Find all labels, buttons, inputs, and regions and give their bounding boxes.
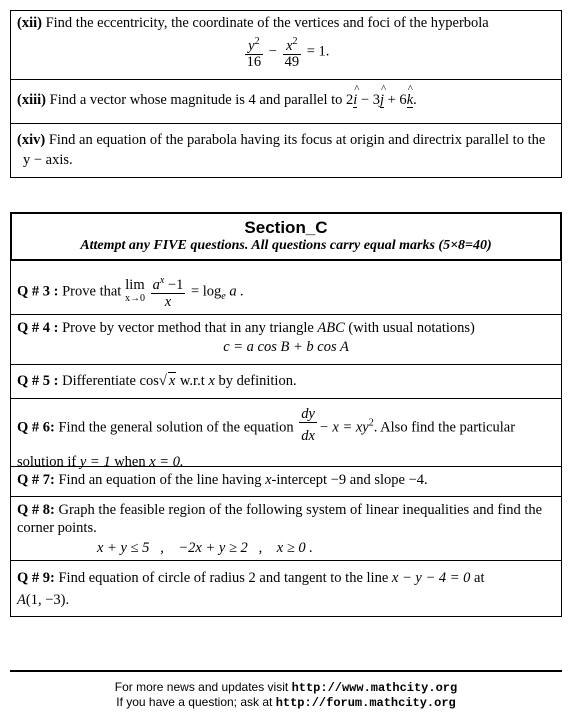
frac-base: a xyxy=(152,276,160,293)
question-text: Find equation of circle of radius 2 and tangent to the line xyxy=(58,570,389,586)
footer-divider xyxy=(10,670,562,672)
slope-value: −4. xyxy=(408,472,428,488)
section-c-header xyxy=(10,212,562,261)
inequalities: x + y ≤ 5 , −2x + y ≥ 2 , x ≥ 0 . xyxy=(97,540,313,556)
unit-k: ^ k xyxy=(407,92,413,109)
question-3 xyxy=(10,261,562,315)
question-number: Q # 5 : xyxy=(17,373,59,389)
question-tail: by definition. xyxy=(218,373,297,389)
unit-j: ^ j xyxy=(380,92,384,109)
equation-mid: − x = xy xyxy=(318,419,369,436)
frac-den: x xyxy=(164,293,172,310)
point-coords: (1, −3). xyxy=(25,592,70,608)
radicand: x xyxy=(168,373,176,389)
question-8 xyxy=(10,497,562,561)
question-text: Prove that xyxy=(62,283,122,300)
inequality-1: x + y ≤ 5 xyxy=(97,540,150,556)
question-number: (xiii) xyxy=(17,92,46,108)
variable-x: x xyxy=(208,373,215,389)
dy: dy xyxy=(301,406,315,422)
footer-link-main[interactable]: http://www.mathcity.org xyxy=(291,681,458,695)
question-7 xyxy=(10,467,562,497)
question-text: Graph the feasible region of the following system of linear inequalities and find the corner points. xyxy=(17,502,543,536)
footer-line2-text: If you have a question; ask at xyxy=(116,695,273,709)
question-text: Find an equation of the line having xyxy=(58,472,262,488)
question-number: Q # 6: xyxy=(17,419,55,436)
question-number: (xiv) xyxy=(17,132,46,148)
eq-rhs: = 1. xyxy=(306,43,330,60)
question-text: Differentiate cos xyxy=(62,373,159,389)
question-tail: (with usual notations) xyxy=(348,320,475,336)
hyperbola-equation: $\frac{y^2}{16}$ − $\frac{x^2}{49}$ = 1. xyxy=(246,36,330,70)
question-9 xyxy=(10,561,562,617)
frac-exp: x xyxy=(159,275,165,286)
eq-den1: 16 xyxy=(246,53,262,70)
vector-coef-i: 2 xyxy=(346,92,354,108)
question-5 xyxy=(10,365,562,399)
question-tail: . Also find the particular xyxy=(373,419,516,436)
rhs-tail: a . xyxy=(229,283,244,300)
vector-coef-j: − 3 xyxy=(357,92,380,108)
footer-line1-text: For more news and updates visit xyxy=(114,680,289,694)
question-number: Q # 8: xyxy=(17,502,55,518)
section-b-questions xyxy=(10,10,562,178)
question-tail: y − axis. xyxy=(23,152,73,168)
question-text: Find the general solution of the equation xyxy=(58,419,294,436)
question-4 xyxy=(10,315,562,365)
question-number: Q # 9: xyxy=(17,570,55,586)
question-number: Q # 4 : xyxy=(17,320,59,336)
question-xii xyxy=(10,10,562,80)
question-text: Find a vector whose magnitude is 4 and parallel to xyxy=(49,92,343,108)
limit xyxy=(124,276,145,305)
inequality-2: −2x + y ≥ 2 xyxy=(178,540,248,556)
intercept-value: −9 xyxy=(330,472,347,488)
triangle-abc: ABC xyxy=(317,320,345,336)
eq-num2: x xyxy=(286,37,293,54)
section-c xyxy=(10,212,562,617)
eq-num1: y xyxy=(248,37,255,54)
tangent-line-eq: x − y − 4 = 0 xyxy=(391,570,471,586)
intercept-label: -intercept xyxy=(271,472,328,488)
wrt-label: w.r.t xyxy=(179,373,205,389)
condition-y: y = 1 xyxy=(79,454,111,470)
question-text: Find the eccentricity, the coordinate of the vertices and foci of the hyperbola xyxy=(45,15,489,31)
dx: dx xyxy=(301,428,315,444)
vector-expression xyxy=(346,92,417,108)
variable-x: x xyxy=(265,472,272,488)
footer xyxy=(10,680,562,710)
question-xiii xyxy=(10,80,562,124)
section-instructions: Attempt any FIVE questions. All questions carry equal marks (5×8=40) xyxy=(80,238,492,253)
vector-coef-k: + 6 xyxy=(384,92,407,108)
question-text: Prove by vector method that in any triangle xyxy=(62,320,314,336)
section-title: Section_C xyxy=(244,218,328,237)
sqrt-sign: √ xyxy=(158,373,167,389)
unit-i: ^ i xyxy=(353,92,357,109)
footer-link-forum[interactable]: http://forum.mathcity.org xyxy=(275,696,456,710)
question-text-line2: solution if xyxy=(17,454,77,470)
rhs: = log xyxy=(190,283,222,300)
at-label: at xyxy=(474,570,485,586)
inequality-3: x ≥ 0 . xyxy=(276,540,313,556)
question-number: Q # 7: xyxy=(17,472,55,488)
when-label: when xyxy=(114,454,146,470)
question-xiv xyxy=(10,124,562,178)
cosine-projection-eq: c = a cos B + b cos A xyxy=(223,339,349,355)
question-6 xyxy=(10,399,562,470)
eq-den2: 49 xyxy=(284,53,300,70)
question-number: (xii) xyxy=(17,15,42,31)
point-a: A xyxy=(17,592,26,608)
question-text: Find an equation of the parabola having its focus at origin and directrix parallel to the xyxy=(48,132,546,148)
condition-x: x = 0. xyxy=(149,454,184,470)
lim-label: lim xyxy=(125,276,145,293)
lim-sub: x→0 xyxy=(124,292,145,304)
slope-label: and slope xyxy=(349,472,405,488)
frac-tail: −1 xyxy=(164,276,184,293)
question-number: Q # 3 : xyxy=(17,283,59,300)
period: . xyxy=(413,92,417,108)
rhs-sub: e xyxy=(221,291,226,303)
exponent: 2 xyxy=(368,417,374,429)
